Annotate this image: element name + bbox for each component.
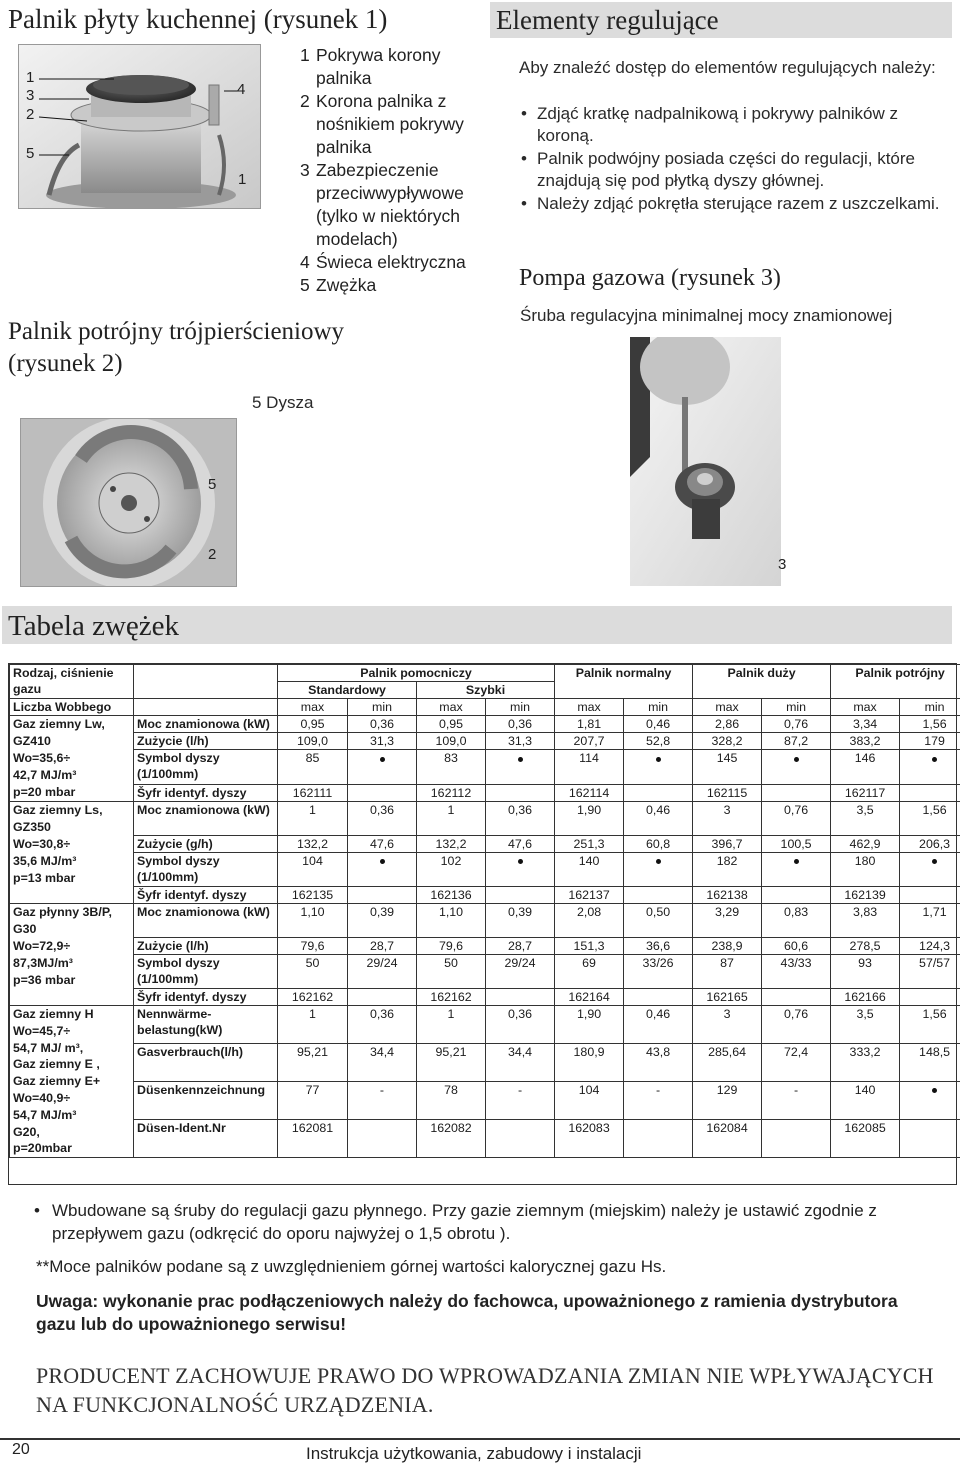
table-row bbox=[10, 989, 960, 1006]
table-cell bbox=[900, 887, 960, 904]
table-cell bbox=[348, 784, 417, 801]
header-gas-type: Rodzaj, ciśnienie gazu bbox=[13, 666, 114, 696]
fig1-callout-1b: 1 bbox=[238, 171, 247, 188]
table-cell bbox=[762, 989, 831, 1006]
table-cell: 109,0 bbox=[278, 733, 348, 750]
table-cell bbox=[624, 1120, 693, 1158]
parameter-label: Gasverbrauch(l/h) bbox=[134, 1044, 278, 1082]
table-cell bbox=[900, 853, 960, 887]
table-row bbox=[10, 716, 960, 733]
table-cell: 0,83 bbox=[762, 904, 831, 938]
controls-step-2: • Palnik podwójny posiada części do regulacji, które znajdują się pod płytką dyszy głównej. bbox=[519, 148, 949, 192]
table-cell: 57/57 bbox=[900, 955, 960, 989]
table-cell: 182 bbox=[693, 853, 762, 887]
parameter-label: Zużycie (l/h) bbox=[134, 733, 278, 750]
table-cell: 31,3 bbox=[348, 733, 417, 750]
gas-type-label: Gaz płynny 3B/P, G30 Wo=72,9÷ 87,3MJ/m³ p=36 mbar bbox=[10, 904, 134, 1006]
table-cell: 251,3 bbox=[555, 836, 624, 853]
table-cell bbox=[762, 853, 831, 887]
table-row bbox=[10, 836, 960, 853]
table-cell: 162111 bbox=[278, 784, 348, 801]
figure-1-burner-photo bbox=[18, 44, 261, 209]
parameter-label: Šyfr identyf. dyszy bbox=[134, 784, 278, 801]
table-cell: 78 bbox=[417, 1082, 486, 1120]
table-cell: 151,3 bbox=[555, 938, 624, 955]
fig3-callout-3: 3 bbox=[778, 556, 787, 573]
table-cell bbox=[624, 989, 693, 1006]
table-cell bbox=[486, 750, 555, 784]
parameter-label: Moc znamionowa (kW) bbox=[134, 904, 278, 938]
table-cell: 1,56 bbox=[900, 802, 960, 836]
controls-intro: Aby znaleźć dostęp do elementów regulujących należy: bbox=[519, 58, 936, 77]
manufacturer-notice: PRODUCENT ZACHOWUJE PRAWO DO WPROWADZANIA ZMIAN NIE WPŁYWAJĄCYCH NA FUNKCJONALNOŚĆ URZĄDZENIA. bbox=[36, 1363, 934, 1417]
table-cell bbox=[348, 853, 417, 887]
gas-type-label: Gaz ziemny Ls, GZ350 Wo=30,8÷ 35,6 MJ/m³ p=13 mbar bbox=[10, 802, 134, 904]
table-cell bbox=[624, 887, 693, 904]
table-cell: 1,10 bbox=[278, 904, 348, 938]
table-cell bbox=[348, 887, 417, 904]
table-cell: 3,83 bbox=[831, 904, 900, 938]
table-cell: 162162 bbox=[417, 989, 486, 1006]
table-cell: 162085 bbox=[831, 1120, 900, 1158]
table-cell: 60,8 bbox=[624, 836, 693, 853]
figure-1-legend bbox=[300, 44, 490, 297]
table-row bbox=[10, 802, 960, 836]
table-cell: 162117 bbox=[831, 784, 900, 801]
table-cell: 79,6 bbox=[278, 938, 348, 955]
table-cell bbox=[762, 887, 831, 904]
legend-item-3: 3 Zabezpieczenie przeciwwypływowe bbox=[300, 160, 464, 203]
table-cell: 383,2 bbox=[831, 733, 900, 750]
table-row bbox=[10, 1082, 960, 1120]
table-cell: 206,3 bbox=[900, 836, 960, 853]
parameter-label: Düsen-Ident.Nr bbox=[134, 1120, 278, 1158]
table-row bbox=[10, 750, 960, 784]
table-cell: 28,7 bbox=[486, 938, 555, 955]
table-cell: 47,6 bbox=[486, 836, 555, 853]
table-cell: 47,6 bbox=[348, 836, 417, 853]
table-cell: 162112 bbox=[417, 784, 486, 801]
table-cell: 0,95 bbox=[278, 716, 348, 733]
table-cell: 104 bbox=[555, 1082, 624, 1120]
fig2-callout-5: 5 bbox=[208, 476, 217, 493]
table-cell: 3,29 bbox=[693, 904, 762, 938]
footnote-screws: • Wbudowane są śruby do regulacji gazu płynnego. Przy gazie ziemnym (miejskim) należy je ustawić zgodnie z przepływem gazu (odkręcić do oporu najwyżej o 1,5 obrotu ). bbox=[34, 1199, 934, 1245]
table-cell: 0,39 bbox=[486, 904, 555, 938]
table-cell: 0,76 bbox=[762, 802, 831, 836]
table-cell: 162164 bbox=[555, 989, 624, 1006]
legend-item-4: 4 Świeca elektryczna bbox=[300, 252, 466, 272]
section-title-burner: Palnik płyty kuchennej (rysunek 1) bbox=[8, 4, 388, 34]
table-cell bbox=[486, 1120, 555, 1158]
table-cell: 79,6 bbox=[417, 938, 486, 955]
table-cell: 1,81 bbox=[555, 716, 624, 733]
legend-item-3-note: (tylko w niektórych modelach) bbox=[316, 206, 460, 249]
table-cell: 1,90 bbox=[555, 1006, 624, 1044]
table-cell: 162115 bbox=[693, 784, 762, 801]
table-cell: 0,36 bbox=[348, 802, 417, 836]
table-cell: 2,86 bbox=[693, 716, 762, 733]
table-cell: 162084 bbox=[693, 1120, 762, 1158]
gas-type-label: Gaz ziemny H Wo=45,7÷ 54,7 MJ/ m³, Gaz ziemny E , Gaz ziemny E+ Wo=40,9÷ 54,7 MJ/m³ G20, p=20mbar bbox=[10, 1006, 134, 1158]
table-cell: 162162 bbox=[278, 989, 348, 1006]
table-cell bbox=[348, 989, 417, 1006]
table-cell: 0,36 bbox=[486, 802, 555, 836]
table-header-row-1 bbox=[10, 665, 960, 682]
fig1-callout-2: 2 bbox=[26, 106, 35, 123]
table-cell: 72,4 bbox=[762, 1044, 831, 1082]
bullet-marker bbox=[794, 757, 799, 762]
table-cell: 3 bbox=[693, 1006, 762, 1044]
table-cell: 0,36 bbox=[348, 716, 417, 733]
table-cell bbox=[486, 853, 555, 887]
table-cell bbox=[762, 750, 831, 784]
bullet-marker bbox=[932, 757, 937, 762]
table-cell bbox=[348, 1120, 417, 1158]
table-cell: 1,56 bbox=[900, 1006, 960, 1044]
parameter-label: Symbol dyszy (1/100mm) bbox=[134, 955, 278, 989]
table-cell: 109,0 bbox=[417, 733, 486, 750]
table-cell: 148,5 bbox=[900, 1044, 960, 1082]
table-cell: 140 bbox=[555, 853, 624, 887]
table-row bbox=[10, 1120, 960, 1158]
table-cell: 328,2 bbox=[693, 733, 762, 750]
table-cell: 93 bbox=[831, 955, 900, 989]
table-row bbox=[10, 955, 960, 989]
table-cell: 60,6 bbox=[762, 938, 831, 955]
parameter-label: Šyfr identyf. dyszy bbox=[134, 989, 278, 1006]
parameter-label: Zużycie (l/h) bbox=[134, 938, 278, 955]
table-cell: 162165 bbox=[693, 989, 762, 1006]
table-cell: 207,7 bbox=[555, 733, 624, 750]
table-cell: 162138 bbox=[693, 887, 762, 904]
table-cell bbox=[762, 1120, 831, 1158]
table-cell: 1 bbox=[417, 1006, 486, 1044]
table-cell: 1,71 bbox=[900, 904, 960, 938]
installation-warning: Uwaga: wykonanie prac podłączeniowych należy do fachowca, upoważnionego z ramienia dystrybutora gazu lub do upoważnionego serwisu! bbox=[36, 1291, 898, 1334]
parameter-label: Nennwärme-belastung(kW) bbox=[134, 1006, 278, 1044]
table-cell: 162114 bbox=[555, 784, 624, 801]
table-cell: 462,9 bbox=[831, 836, 900, 853]
bullet-marker bbox=[380, 859, 385, 864]
header-large-burner: Palnik duży bbox=[727, 666, 796, 680]
legend-item-1: 1 Pokrywa korony palnika bbox=[300, 45, 441, 88]
table-cell: 0,36 bbox=[348, 1006, 417, 1044]
table-cell: 0,36 bbox=[486, 716, 555, 733]
table-title: Tabela zwężek bbox=[8, 610, 180, 642]
table-row bbox=[10, 784, 960, 801]
table-cell: 162139 bbox=[831, 887, 900, 904]
fig1-callout-3: 3 bbox=[26, 87, 35, 104]
table-cell: 3 bbox=[693, 802, 762, 836]
figure-2-caption: 5 Dysza bbox=[252, 393, 314, 412]
table-cell: 162083 bbox=[555, 1120, 624, 1158]
table-cell: - bbox=[486, 1082, 555, 1120]
section-title-controls: Elementy regulujące bbox=[496, 5, 719, 35]
header-triple-burner: Palnik potrójny bbox=[855, 666, 945, 680]
parameter-label: Moc znamionowa (kW) bbox=[134, 802, 278, 836]
table-cell: 43,8 bbox=[624, 1044, 693, 1082]
table-cell: 34,4 bbox=[348, 1044, 417, 1082]
table-header-row-2 bbox=[10, 682, 960, 699]
bullet-marker bbox=[794, 859, 799, 864]
table-cell: 3,5 bbox=[831, 802, 900, 836]
table-cell: 238,9 bbox=[693, 938, 762, 955]
footer-divider bbox=[0, 1438, 960, 1440]
table-cell: 1 bbox=[278, 802, 348, 836]
parameter-label: Düsenkennzeichnung bbox=[134, 1082, 278, 1120]
table-cell: 179 bbox=[900, 733, 960, 750]
table-cell: 1,56 bbox=[900, 716, 960, 733]
table-cell: 31,3 bbox=[486, 733, 555, 750]
table-cell: 0,76 bbox=[762, 1006, 831, 1044]
bullet-marker bbox=[518, 757, 523, 762]
pump-title: Pompa gazowa (rysunek 3) bbox=[519, 265, 781, 291]
table-cell bbox=[900, 989, 960, 1006]
table-cell: 162166 bbox=[831, 989, 900, 1006]
table-row bbox=[10, 853, 960, 887]
table-cell bbox=[900, 1082, 960, 1120]
table-cell: 0,46 bbox=[624, 716, 693, 733]
burner-illustration bbox=[19, 45, 261, 209]
table-cell: 34,4 bbox=[486, 1044, 555, 1082]
table-cell: 95,21 bbox=[417, 1044, 486, 1082]
table-cell: 132,2 bbox=[278, 836, 348, 853]
parameter-label: Symbol dyszy (1/100mm) bbox=[134, 750, 278, 784]
parameter-label: Zużycie (g/h) bbox=[134, 836, 278, 853]
table-cell: 0,46 bbox=[624, 1006, 693, 1044]
table-cell bbox=[486, 784, 555, 801]
table-row bbox=[10, 887, 960, 904]
table-cell: 0,76 bbox=[762, 716, 831, 733]
header-aux-burner: Palnik pomocniczy bbox=[360, 666, 472, 680]
table-cell bbox=[900, 1120, 960, 1158]
table-cell: 1,90 bbox=[555, 802, 624, 836]
bullet-marker bbox=[932, 859, 937, 864]
table-cell: 180 bbox=[831, 853, 900, 887]
bullet-marker bbox=[932, 1088, 937, 1093]
table-cell: 162135 bbox=[278, 887, 348, 904]
figure-3-gas-pump-photo bbox=[630, 337, 781, 586]
table-cell: 145 bbox=[693, 750, 762, 784]
table-cell: 43/33 bbox=[762, 955, 831, 989]
bullet-marker bbox=[380, 757, 385, 762]
figure-2-triple-burner-photo bbox=[20, 418, 237, 587]
table-cell: 29/24 bbox=[486, 955, 555, 989]
footer-title: Instrukcja użytkowania, zabudowy i instalacji bbox=[306, 1444, 642, 1463]
header-normal-burner: Palnik normalny bbox=[575, 666, 672, 680]
table-cell: 102 bbox=[417, 853, 486, 887]
fig1-callout-5: 5 bbox=[26, 145, 35, 162]
table-cell: - bbox=[348, 1082, 417, 1120]
table-cell: 87 bbox=[693, 955, 762, 989]
table-cell: 3,5 bbox=[831, 1006, 900, 1044]
table-cell: 69 bbox=[555, 955, 624, 989]
table-cell: 114 bbox=[555, 750, 624, 784]
legend-item-5: 5 Zwężka bbox=[300, 275, 377, 295]
pump-description: Śruba regulacyjna minimalnej mocy znamionowej bbox=[520, 306, 893, 325]
table-cell: 396,7 bbox=[693, 836, 762, 853]
table-cell bbox=[486, 989, 555, 1006]
table-cell: 77 bbox=[278, 1082, 348, 1120]
table-cell: 100,5 bbox=[762, 836, 831, 853]
table-cell: 2,08 bbox=[555, 904, 624, 938]
table-cell: 162081 bbox=[278, 1120, 348, 1158]
table-cell: 1,10 bbox=[417, 904, 486, 938]
table-cell bbox=[348, 750, 417, 784]
parameter-label: Moc znamionowa (kW) bbox=[134, 716, 278, 733]
table-cell: 180,9 bbox=[555, 1044, 624, 1082]
footnote-power: **Moce palników podane są z uwzględnieniem górnej wartości kalorycznej gazu Hs. bbox=[36, 1257, 667, 1276]
controls-steps bbox=[519, 103, 949, 216]
controls-step-1: • Zdjąć kratkę nadpalnikową i pokrywy palników z koroną. bbox=[519, 103, 949, 147]
nozzle-table bbox=[8, 663, 957, 1185]
header-fast: Szybki bbox=[465, 683, 506, 697]
table-cell: 129 bbox=[693, 1082, 762, 1120]
table-row bbox=[10, 733, 960, 750]
table-cell: 0,39 bbox=[348, 904, 417, 938]
table-row bbox=[10, 1044, 960, 1082]
table-cell: 0,46 bbox=[624, 802, 693, 836]
table-cell: 29/24 bbox=[348, 955, 417, 989]
table-cell bbox=[624, 784, 693, 801]
header-standard: Standardowy bbox=[308, 683, 386, 697]
gas-type-label: Gaz ziemny Lw, GZ410 Wo=35,6÷ 42,7 MJ/m³ p=20 mbar bbox=[10, 716, 134, 802]
table-cell bbox=[486, 887, 555, 904]
table-cell bbox=[762, 784, 831, 801]
table-cell: 333,2 bbox=[831, 1044, 900, 1082]
table-cell: 95,21 bbox=[278, 1044, 348, 1082]
table-cell: - bbox=[624, 1082, 693, 1120]
table-cell: 162136 bbox=[417, 887, 486, 904]
table-cell: 36,6 bbox=[624, 938, 693, 955]
fig2-callout-2: 2 bbox=[208, 546, 217, 563]
table-cell: 124,3 bbox=[900, 938, 960, 955]
bullet-marker bbox=[518, 859, 523, 864]
bullet-marker bbox=[656, 757, 661, 762]
fig1-callout-4: 4 bbox=[237, 81, 246, 98]
header-wobbe: Liczba Wobbego bbox=[13, 700, 112, 714]
table-cell: 146 bbox=[831, 750, 900, 784]
gas-pump-illustration bbox=[630, 337, 781, 586]
parameter-label: Symbol dyszy (1/100mm) bbox=[134, 853, 278, 887]
table-cell: 50 bbox=[417, 955, 486, 989]
table-cell: 285,64 bbox=[693, 1044, 762, 1082]
table-cell: 33/26 bbox=[624, 955, 693, 989]
table-cell: 132,2 bbox=[417, 836, 486, 853]
table-cell: 52,8 bbox=[624, 733, 693, 750]
table-cell: 278,5 bbox=[831, 938, 900, 955]
table-cell: 28,7 bbox=[348, 938, 417, 955]
table-cell: 0,36 bbox=[486, 1006, 555, 1044]
triple-burner-illustration bbox=[21, 419, 237, 587]
table-cell: 162082 bbox=[417, 1120, 486, 1158]
table-cell bbox=[624, 853, 693, 887]
table-cell bbox=[900, 750, 960, 784]
table-cell: 104 bbox=[278, 853, 348, 887]
table-cell: 83 bbox=[417, 750, 486, 784]
table-cell: 140 bbox=[831, 1082, 900, 1120]
controls-step-3: • Należy zdjąć pokrętła sterujące razem z uszczelkami. bbox=[519, 193, 949, 215]
table-row bbox=[10, 904, 960, 938]
table-row bbox=[10, 1006, 960, 1044]
table-cell: 1 bbox=[417, 802, 486, 836]
legend-item-2: 2 Korona palnika z nośnikiem pokrywy palnika bbox=[300, 91, 464, 157]
table-cell: 3,34 bbox=[831, 716, 900, 733]
table-cell: 87,2 bbox=[762, 733, 831, 750]
table-cell: 162137 bbox=[555, 887, 624, 904]
fig1-callout-1: 1 bbox=[26, 69, 35, 86]
table-cell: 0,50 bbox=[624, 904, 693, 938]
table-cell: - bbox=[762, 1082, 831, 1120]
parameter-label: Šyfr identyf. dyszy bbox=[134, 887, 278, 904]
table-row bbox=[10, 938, 960, 955]
table-cell bbox=[624, 750, 693, 784]
table-cell: 0,95 bbox=[417, 716, 486, 733]
table-cell: 1 bbox=[278, 1006, 348, 1044]
table-gas-groups bbox=[10, 716, 960, 1158]
table-cell: 85 bbox=[278, 750, 348, 784]
table-header-row-3: Liczba Wobbego max min max min max min max min max min bbox=[10, 699, 960, 716]
page-number: 20 bbox=[12, 1441, 30, 1458]
table-cell bbox=[900, 784, 960, 801]
bullet-marker bbox=[656, 859, 661, 864]
table-cell: 50 bbox=[278, 955, 348, 989]
figure-2-title: Palnik potrójny trójpierścieniowy (rysunek 2) bbox=[8, 318, 345, 377]
